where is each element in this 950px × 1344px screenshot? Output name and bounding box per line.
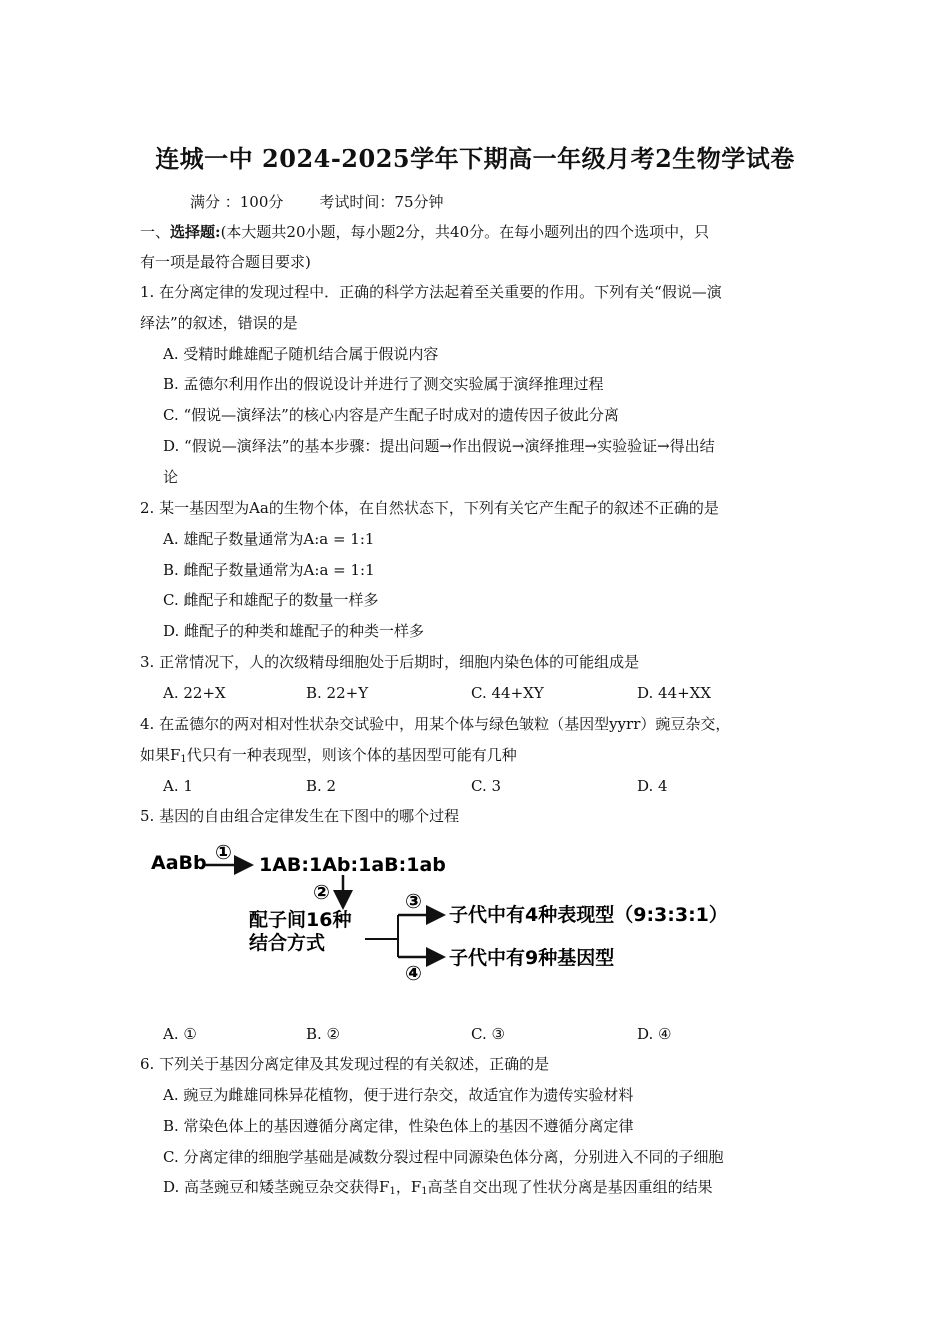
q6-d-mid: ，F	[395, 1178, 422, 1196]
q6-d-sub1: 1	[389, 1186, 396, 1197]
q1-option-b: B. 孟德尔利用作出的假说设计并进行了测交实验属于演绎推理过程	[163, 375, 604, 393]
section-desc-cont: 有一项是最符合题目要求)	[140, 253, 311, 271]
q1-option-d: D. “假说—演绎法”的基本步骤：提出问题→作出假说→演绎推理→实验验证→得出结	[163, 437, 715, 455]
q6-d-sub2: 1	[421, 1186, 428, 1197]
q4-stem-pre: 如果F	[140, 746, 181, 764]
exam-title: 连城一中 2024-2025学年下期高一年级月考2生物学试卷	[155, 144, 795, 173]
q2-option-c: C. 雌配子和雄配子的数量一样多	[163, 591, 379, 609]
exam-time: 考试时间：75分钟	[319, 193, 444, 211]
q5-option-a: A. ①	[163, 1025, 197, 1043]
q3-option-b: B. 22+Y	[306, 684, 369, 702]
step-1-label: ①	[215, 840, 232, 864]
q4-stem: 4. 在孟德尔的两对相对性状杂交试验中，用某个体与绿色皱粒（基因型yyrr）豌豆杂交，	[140, 715, 731, 733]
diagram-gametes: 1AB:1Ab:1aB:1ab	[259, 854, 446, 876]
q2-option-b: B. 雌配子数量通常为A:a = 1:1	[163, 561, 375, 579]
section-prefix: 一、	[140, 223, 171, 241]
q4-option-b: B. 2	[306, 777, 337, 795]
q4-stem-cont	[140, 745, 517, 770]
step-2-label: ②	[313, 880, 330, 904]
result-3: 子代中有4种表现型（9:3:3:1）	[449, 904, 728, 926]
q6-d-post: 高茎自交出现了性状分离是基因重组的结果	[427, 1178, 713, 1196]
q2-option-d: D. 雌配子的种类和雄配子的种类一样多	[163, 622, 425, 640]
q3-option-a: A. 22+X	[163, 684, 226, 702]
q3-stem: 3. 正常情况下，人的次级精母细胞处于后期时，细胞内染色体的可能组成是	[140, 653, 640, 671]
section-name: 选择题:	[170, 223, 221, 241]
q5-option-c: C. ③	[471, 1025, 505, 1043]
q4-stem-post: 代只有一种表现型，则该个体的基因型可能有几种	[186, 746, 517, 764]
q6-option-c: C. 分离定律的细胞学基础是减数分裂过程中同源染色体分离，分别进入不同的子细胞	[163, 1148, 724, 1166]
q6-stem: 6. 下列关于基因分离定律及其发现过程的有关叙述，正确的是	[140, 1055, 550, 1073]
full-score: 满分 ：100分	[190, 193, 284, 211]
exam-meta	[190, 191, 444, 212]
q5-option-b: B. ②	[306, 1025, 341, 1043]
q6-d-pre: D. 高茎豌豆和矮茎豌豆杂交获得F	[163, 1178, 390, 1196]
q5-option-d: D. ④	[637, 1025, 672, 1043]
combo-line-1: 配子间16种	[249, 909, 352, 931]
q6-option-a: A. 豌豆为雌雄同株异花植物，便于进行杂交，故适宜作为遗传实验材料	[163, 1086, 634, 1104]
q5-diagram	[145, 835, 785, 995]
q1-stem: 1. 在分离定律的发现过程中．正确的科学方法起着至关重要的作用。下列有关“假说—演	[140, 283, 722, 301]
q4-option-d: D. 4	[637, 777, 668, 795]
q4-option-a: A. 1	[163, 777, 193, 795]
step-4-label: ④	[405, 961, 422, 985]
section-desc: (本大题共20小题，每小题2分，共40分。在每小题列出的四个选项中，只	[220, 223, 710, 241]
section-header	[140, 222, 709, 242]
q2-option-a: A. 雄配子数量通常为A:a = 1:1	[163, 530, 375, 548]
q5-stem: 5. 基因的自由组合定律发生在下图中的哪个过程	[140, 807, 460, 825]
q4-option-c: C. 3	[471, 777, 502, 795]
q2-stem: 2. 某一基因型为Aa的生物个体，在自然状态下，下列有关它产生配子的叙述不正确的是	[140, 499, 719, 517]
diagram-start: AaBb	[151, 852, 207, 874]
q6-option-b: B. 常染色体上的基因遵循分离定律，性染色体上的基因不遵循分离定律	[163, 1117, 634, 1135]
q1-stem-cont: 绎法”的叙述，错误的是	[140, 314, 298, 332]
q1-option-c: C. “假说—演绎法”的核心内容是产生配子时成对的遗传因子彼此分离	[163, 406, 619, 424]
q6-option-d	[163, 1177, 713, 1202]
q4-subscript: 1	[180, 754, 187, 765]
step-3-label: ③	[405, 889, 422, 913]
q1-option-a: A. 受精时雌雄配子随机结合属于假说内容	[163, 345, 439, 363]
q1-option-d-cont: 论	[163, 468, 179, 486]
combo-line-2: 结合方式	[249, 932, 326, 954]
q3-option-d: D. 44+XX	[637, 684, 712, 702]
result-4: 子代中有9种基因型	[449, 947, 615, 969]
q3-option-c: C. 44+XY	[471, 684, 544, 702]
